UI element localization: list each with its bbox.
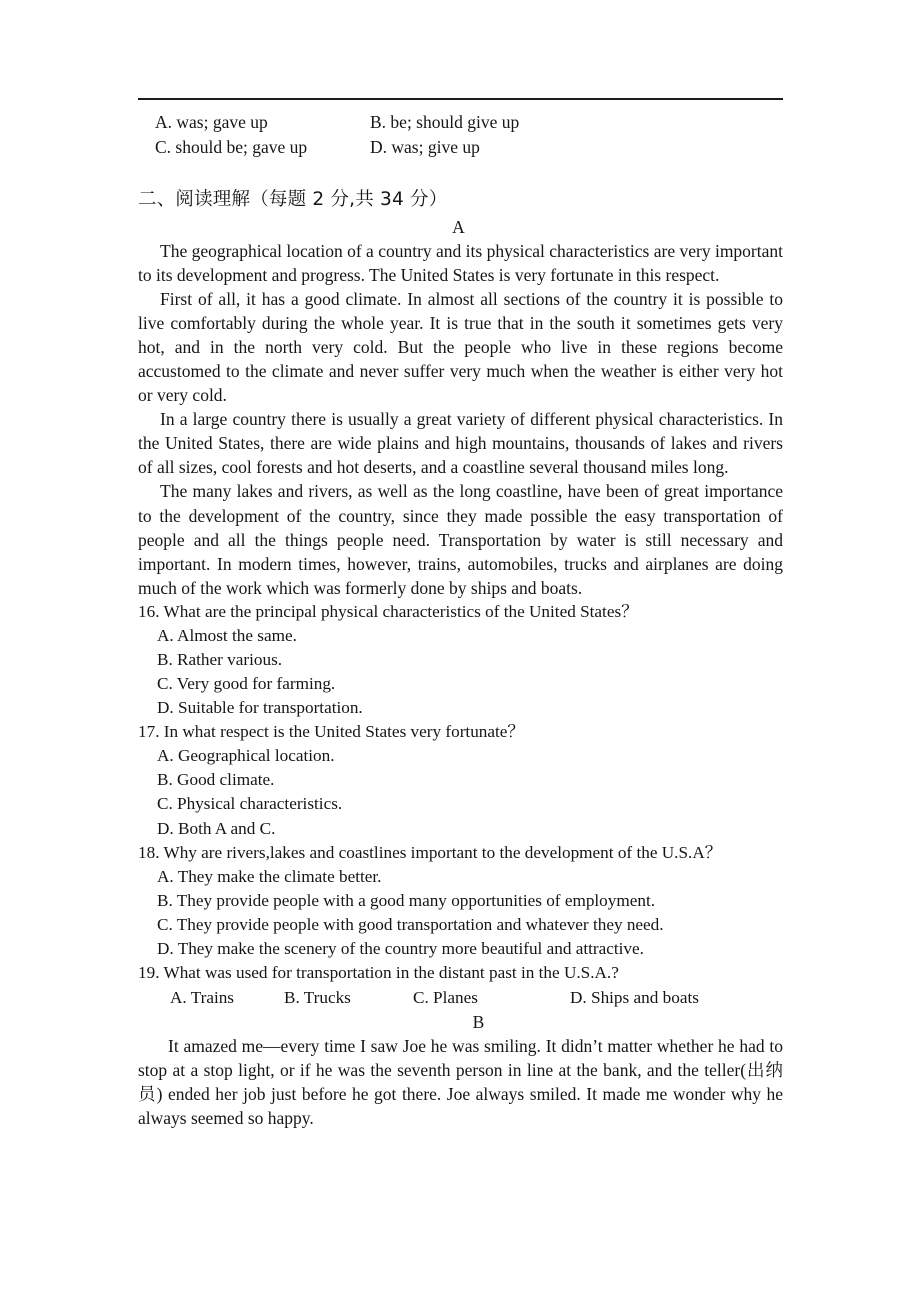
carryover-option-c: C. should be; gave up — [155, 137, 308, 157]
question-19-options-row — [138, 985, 783, 1010]
passage-b-label: B — [472, 1012, 485, 1033]
question-16-option-b[interactable]: B. Rather various. — [157, 649, 283, 669]
question-18-option-d[interactable]: D. They make the scenery of the country more beautiful and attractive. — [157, 939, 644, 959]
passage-a-paragraph-2: First of all, it has a good climate. In almost all sections of the country it is possible to live comfortably during the whole year. It is true that in the south it sometimes gets very hot, and in the north very cold. But the people who live in these regions become accustomed to the climate and never suffer very much when the weather is either very hot or very cold. — [138, 289, 783, 406]
passage-a-paragraph-3: In a large country there is usually a great variety of different physical characteristics. In the United States, there are wide plains and high mountains, thousands of lakes and rivers of all sizes, cool forests and hot deserts, and a coastline several thousand miles long. — [138, 409, 783, 478]
question-16-option-c[interactable]: C. Very good for farming. — [157, 673, 336, 693]
question-18-stem: 18. Why are rivers,lakes and coastlines important to the development of the U.S.A？ — [138, 842, 722, 862]
passage-b-paragraph-1: It amazed me—every time I saw Joe he was smiling. It didn’t matter whether he had to stop at a stop light, or if he was the seventh person in line at the bank, and the teller(出纳员) ended her job just before he got there. Joe always smiled. It made me wonder why he always seemed so happy. — [138, 1036, 783, 1129]
passage-a-paragraph-1: The geographical location of a country and its physical characteristics are very important to its development and progress. The United States is very fortunate in this respect. — [138, 241, 783, 286]
question-17-option-d[interactable]: D. Both A and C. — [157, 818, 276, 838]
section-two-heading: 二、阅读理解（每题 2 分,共 34 分） — [138, 189, 448, 210]
question-17-option-a[interactable]: A. Geographical location. — [157, 746, 335, 766]
question-19 — [138, 961, 783, 1010]
question-18-option-b[interactable]: B. They provide people with a good many opportunities of employment. — [157, 890, 656, 910]
page-content — [138, 110, 783, 1130]
question-19-option-d[interactable]: D. Ships and boats — [570, 988, 699, 1008]
carryover-options-row-1 — [138, 110, 783, 135]
header-divider-rule — [138, 98, 783, 100]
carryover-option-b: B. be; should give up — [370, 112, 520, 132]
question-16-option-a[interactable]: A. Almost the same. — [157, 625, 297, 645]
carryover-options-row-2 — [138, 135, 783, 160]
question-16-option-d[interactable]: D. Suitable for transportation. — [157, 698, 363, 718]
question-19-option-b[interactable]: B. Trucks — [284, 988, 351, 1008]
question-18-option-c[interactable]: C. They provide people with good transportation and whatever they need. — [157, 914, 664, 934]
question-16 — [138, 600, 783, 720]
question-17-stem: 17. In what respect is the United States very fortunate？ — [138, 722, 525, 742]
carryover-option-d: D. was; give up — [370, 137, 480, 157]
question-17 — [138, 720, 783, 840]
passage-a-paragraph-4: The many lakes and rivers, as well as the long coastline, have been of great importance to the development of the country, since they made possible the easy transportation of people and all the things people need. Transportation by water is still necessary and important. In modern times, however, trains, automobiles, trucks and airplanes are doing much of the work which was formerly done by ships and boats. — [138, 481, 783, 598]
question-19-option-a[interactable]: A. Trains — [170, 988, 234, 1008]
question-19-stem: 19. What was used for transportation in the distant past in the U.S.A.? — [138, 963, 619, 983]
question-16-stem: 16. What are the principal physical characteristics of the United States？ — [138, 601, 639, 621]
question-18 — [138, 841, 783, 961]
question-17-option-b[interactable]: B. Good climate. — [157, 770, 275, 790]
carryover-option-a: A. was; gave up — [155, 112, 268, 132]
question-19-option-c[interactable]: C. Planes — [413, 988, 478, 1008]
passage-a-label: A — [452, 217, 465, 237]
question-18-option-a[interactable]: A. They make the climate better. — [157, 866, 382, 886]
question-17-option-c[interactable]: C. Physical characteristics. — [157, 794, 343, 814]
